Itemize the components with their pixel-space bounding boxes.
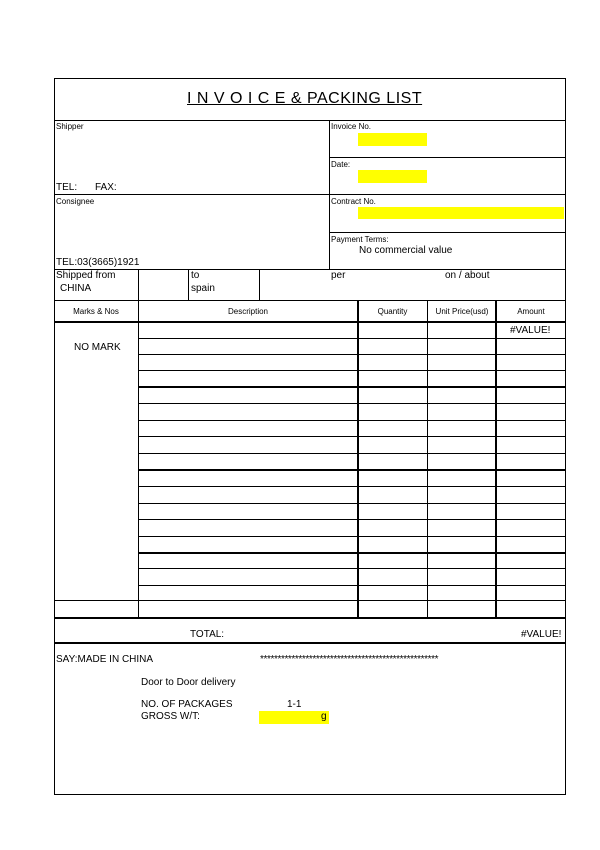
date-value-field[interactable] <box>358 170 427 183</box>
divider <box>427 300 428 617</box>
table-row-line <box>138 354 566 355</box>
table-row-line <box>138 436 566 437</box>
table-row-line <box>138 403 566 404</box>
col-header-marks: Marks & Nos <box>73 307 119 316</box>
divider <box>138 300 139 617</box>
divider <box>138 269 139 300</box>
divider <box>54 600 566 601</box>
divider <box>54 120 566 121</box>
divider <box>54 300 566 301</box>
shipper-fax-label: FAX: <box>95 182 117 193</box>
table-row-line <box>138 370 566 371</box>
table-row-line <box>138 469 566 471</box>
consignee-tel: TEL:03(3665)1921 <box>56 257 140 268</box>
total-bottom <box>54 642 566 644</box>
col-header-quantity: Quantity <box>377 307 408 316</box>
say-made-in: SAY:MADE IN CHINA <box>56 654 154 665</box>
table-row-line <box>138 486 566 487</box>
shipped-from-value: CHINA <box>60 283 92 294</box>
table-row-line <box>138 420 566 421</box>
table-row-line <box>138 503 566 504</box>
packages-value: 1-1 <box>287 699 302 710</box>
total-value: #VALUE! <box>521 629 562 640</box>
divider <box>188 269 189 300</box>
date-label: Date: <box>331 160 351 169</box>
marks-value: NO MARK <box>74 342 121 353</box>
frame-bottom <box>54 794 566 795</box>
divider <box>357 300 359 617</box>
on-about-label: on / about <box>445 270 490 281</box>
table-row-line <box>138 453 566 454</box>
divider <box>259 269 260 300</box>
to-label: to <box>191 270 200 281</box>
invoice-label: Invoice No. <box>331 122 372 131</box>
divider <box>329 157 566 158</box>
col-header-description: Description <box>227 307 268 316</box>
delivery-text: Door to Door delivery <box>141 677 236 688</box>
gross-unit: g <box>321 711 327 722</box>
table-header-bottom <box>54 321 566 323</box>
table-row-line <box>138 386 566 388</box>
col-header-amount: Amount <box>517 307 545 316</box>
packages-label: NO. OF PACKAGES <box>141 699 233 710</box>
to-value: spain <box>191 283 215 294</box>
contract-label: Contract No. <box>331 197 376 206</box>
table-row-line <box>138 568 566 569</box>
col-header-unit-price: Unit Price(usd) <box>435 307 489 316</box>
consignee-label: Consignee <box>56 197 95 206</box>
gross-label: GROSS W/T: <box>141 711 200 722</box>
shipped-from-label: Shipped from <box>56 270 116 281</box>
table-row-line <box>138 536 566 537</box>
table-row-line <box>138 338 566 339</box>
frame-top <box>54 78 566 79</box>
table-bottom <box>54 617 566 619</box>
invoice-value-field[interactable] <box>358 133 427 146</box>
total-label: TOTAL: <box>190 629 225 640</box>
contract-value-field[interactable] <box>358 207 564 219</box>
payment-label: Payment Terms: <box>331 235 389 244</box>
table-row-line <box>138 519 566 520</box>
divider <box>495 300 497 617</box>
per-label: per <box>331 270 346 281</box>
stars-line: *************************************************** <box>260 654 439 665</box>
frame-left <box>54 78 55 794</box>
divider <box>329 232 566 233</box>
document-title: I N V O I C E & PACKING LIST <box>187 90 423 107</box>
shipper-tel-label: TEL: <box>56 182 78 193</box>
first-amount: #VALUE! <box>510 325 551 336</box>
table-row-line <box>138 552 566 554</box>
divider <box>54 194 566 195</box>
gross-value-field[interactable] <box>259 711 329 724</box>
payment-value: No commercial value <box>359 245 453 256</box>
shipper-label: Shipper <box>56 122 84 131</box>
table-row-line <box>138 585 566 586</box>
